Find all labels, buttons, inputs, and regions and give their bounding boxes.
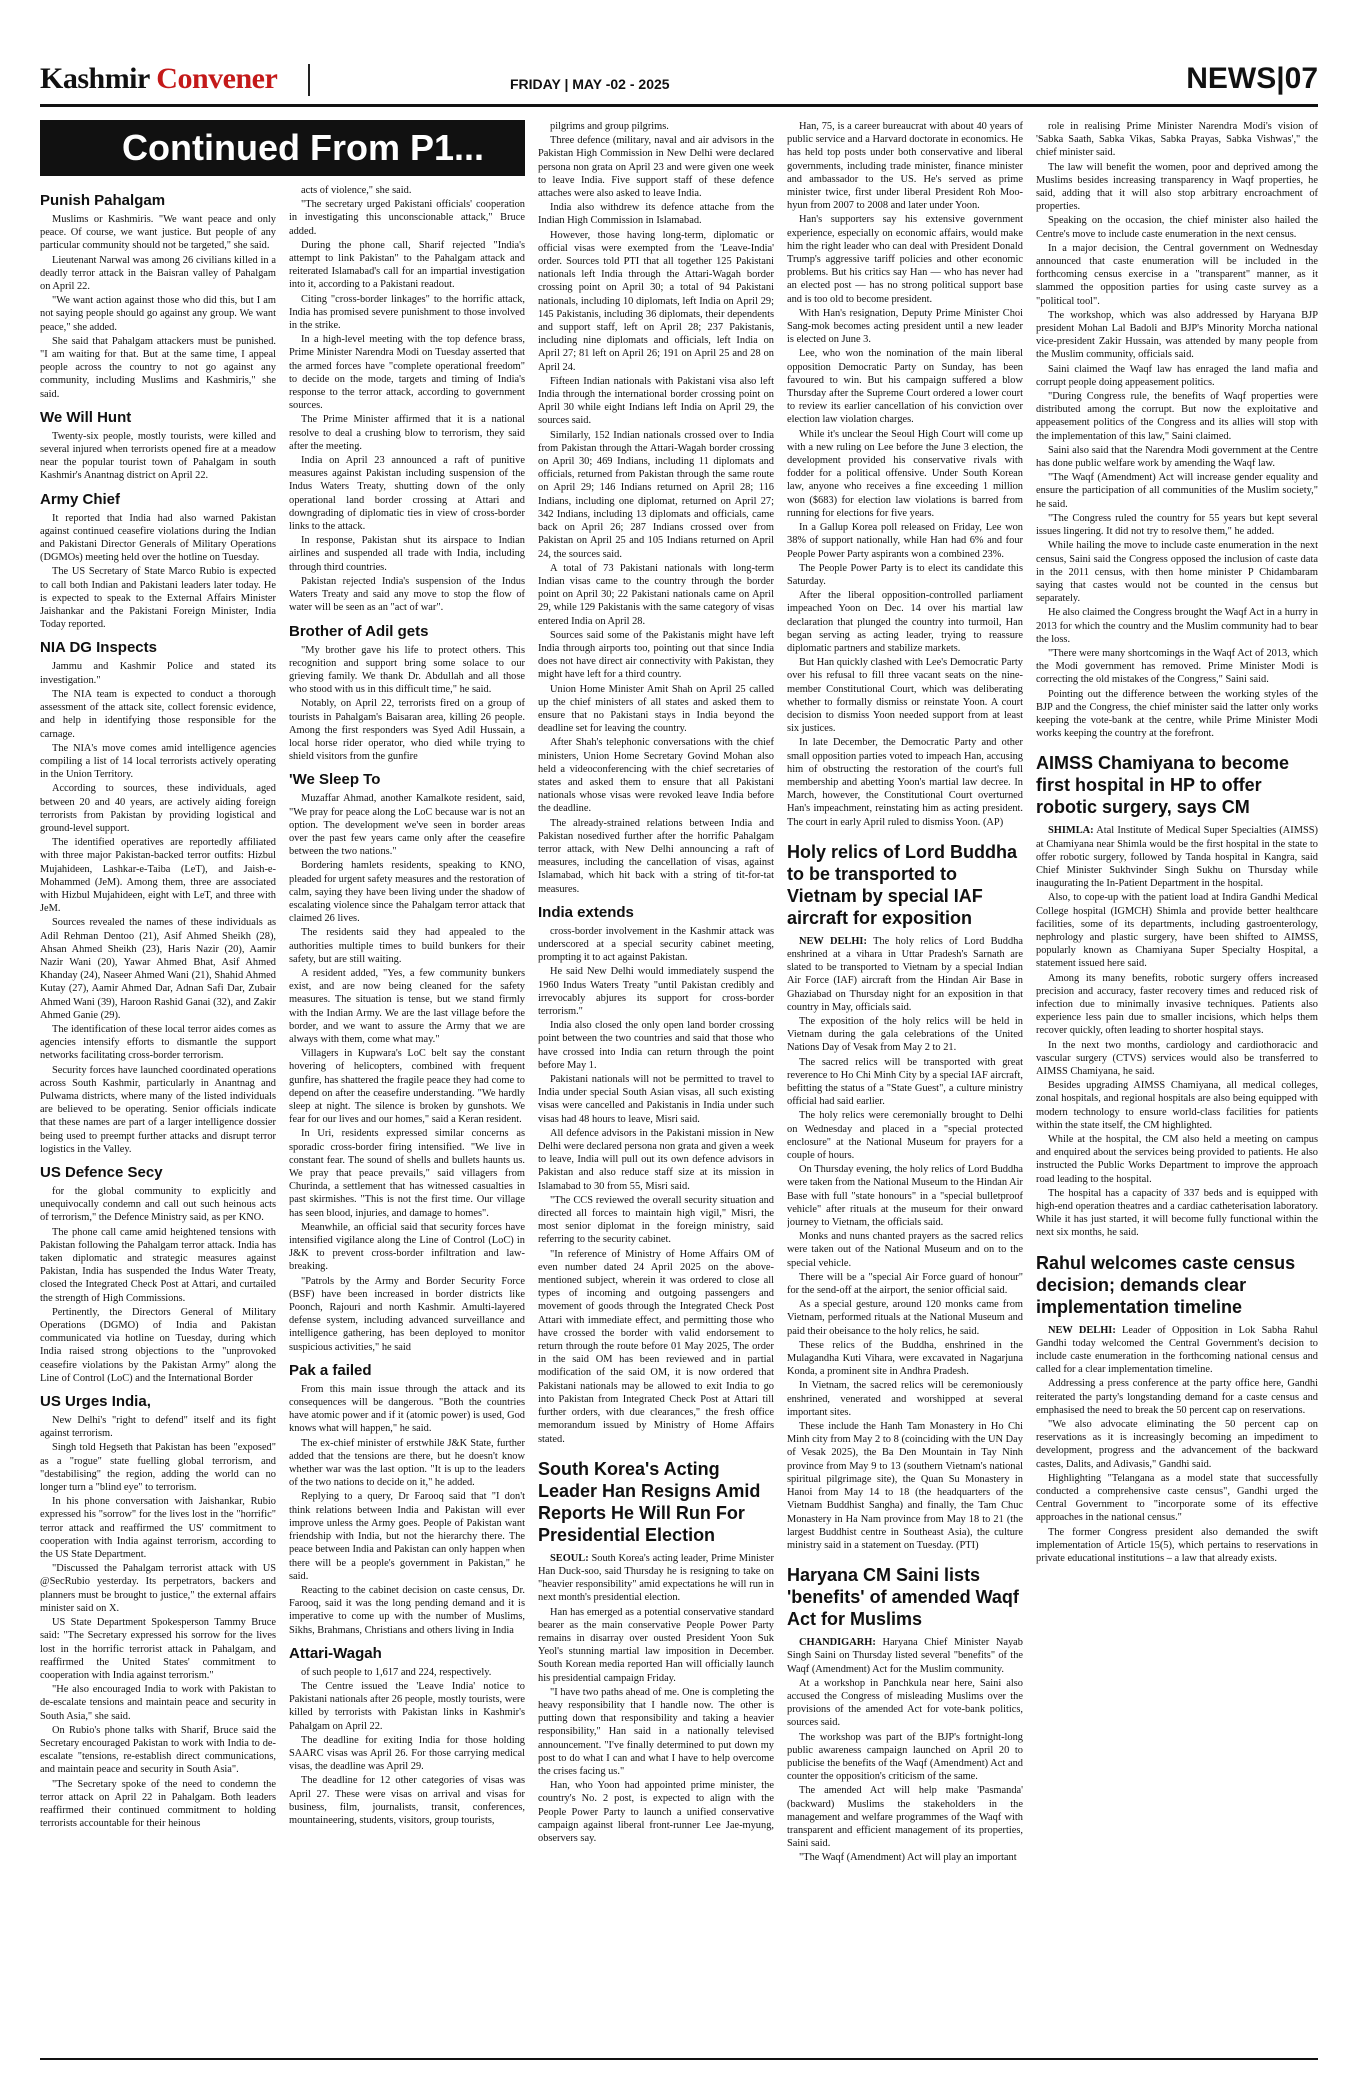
paragraph: Twenty-six people, mostly tourists, were killed and several injured when terrorists opened fire at a meadow near the popular tourist town of Pahalgam in south Kashmir's Anantnag district on April 22.: [40, 430, 276, 482]
paragraph: Sources said some of the Pakistanis might have left India through airports too, pointing out that since India does not have direct air connectivity with Pakistan, they might have left for a third country.: [538, 629, 774, 681]
paragraph: "Discussed the Pahalgam terrorist attack with US @SecRubio yesterday. Its perpetrators, backers and planners must be brought to justice," the external affairs minister said on X.: [40, 1563, 276, 1614]
paragraph: cross-border involvement in the Kashmir attack was underscored at a special security cabinet meeting, prompting it to act against Pakistan.: [538, 925, 774, 964]
paragraph: Pakistan rejected India's suspension of the Indus Waters Treaty and said any move to stop the flow of water will be seen as an "act of war".: [289, 575, 525, 614]
paragraph: Similarly, 152 Indian nationals crossed over to India from Pakistan through the Attari-Wagah border crossing on April 30; 469 Indians, including 11 diplomats and officials, returned from Pakistan through the same route on April 29; 146 Indians returned on April 28; 116 Indians, including one diplomat, returned on April 27; 342 Indians, including 13 diplomats and officials, came back on April 26; 287 Indians crossed over from Pakistan on April 25 and 105 Indians returned on April 24, the sources said.: [538, 429, 774, 560]
paragraph: Union Home Minister Amit Shah on April 25 called up the chief ministers of all states and asked them to ensure that no Pakistani stays in India beyond the deadline set for leaving the country.: [538, 683, 774, 735]
paragraph: Speaking on the occasion, the chief minister also hailed the Centre's move to include caste enumeration in the next census.: [1036, 215, 1318, 240]
subhead-us-defence-secy: US Defence Secy: [40, 1164, 163, 1181]
paragraph: US State Department Spokesperson Tammy Bruce said: "The Secretary expressed his sorrow for the lives lost in the horrific terrorist attack in Pahalgam, and reaffirmed the United States' commitment to cooperation with India against terrorism.": [40, 1617, 276, 1681]
paragraph: Security forces have launched coordinated operations across South Kashmir, particularly in Anantnag and Pulwama districts, where many of the listed individuals are believed to be operating. Senior officials indicate that these names are part of a larger intelligence dossier being used to preempt further attacks and disrupt terror logistics in the Valley.: [40, 1064, 276, 1155]
paragraph: While hailing the move to include caste enumeration in the next census, Saini said the Congress opposed the inclusion of caste data in the 2011 census, with then home minister P Chidambaram saying that castes would not be counted in the census but separately.: [1036, 540, 1318, 605]
headline-buddha-relics: Holy relics of Lord Buddha to be transported to Vietnam by special IAF aircraft for exposition: [787, 841, 1018, 928]
paragraph: [538, 1552, 774, 1605]
paragraph: "The secretary urged Pakistani officials' cooperation in investigating this unconscionable attack," Bruce added.: [289, 199, 525, 237]
paragraph: During the phone call, Sharif rejected "India's attempt to link Pakistan" to the Pahalgam attack and reiterated Islamabad's call for an impartial investigation into it, according to a Pakistani readout.: [289, 239, 525, 291]
subhead-brother-of-adil: Brother of Adil gets: [289, 622, 429, 640]
paragraph: A resident added, "Yes, a few community bunkers exist, and are now being cleaned for the safety measures. The situation is tense, but we stand firmly with the Indian Army. We are the last village before the border, and we want to assure the Army that we are always with them, come what may.": [289, 967, 525, 1045]
paragraph: The deadline for 12 other categories of visas was April 27. These were visas on arrival and visas for business, film, journalists, transit, conferences, mountaineering, students, visitors, group tourists,: [289, 1775, 525, 1826]
logo-convener: Convener: [156, 62, 278, 95]
paragraph: The ex-chief minister of erstwhile J&K State, further added that the tensions are there, but he doesn't know whether war was the last option. "It is up to the leaders of the two nations to decide on it," he added.: [289, 1437, 525, 1489]
headline-south-korea: South Korea's Acting Leader Han Resigns Amid Reports He Will Run For Presidential Election: [538, 1458, 761, 1545]
paragraph: Lieutenant Narwal was among 26 civilians killed in a deadly terror attack in the Baisran valley of Pahalgam on April 22.: [40, 254, 276, 293]
paragraph: "The Waqf (Amendment) Act will increase gender equality and ensure the participation of all communities of the Muslim society," he said.: [1036, 472, 1318, 510]
paragraph: In the next two months, cardiology and cardiothoracic and vascular surgery (CTVS) services would also be transferred to AIMSS Chamiyana, he said.: [1036, 1039, 1318, 1077]
paragraph: "During Congress rule, the benefits of Waqf properties were distributed among the corrupt. But now the exploitative and appeasement politics of the Congress and its allies will stop with the implementation of this law," Saini claimed.: [1036, 391, 1318, 442]
paragraph: Besides upgrading AIMSS Chamiyana, all medical colleges, zonal hospitals, and regional hospitals are also being equipped with modern technology to ensure world-class facilities for patients within the state itself, the CM highlighted.: [1036, 1080, 1318, 1131]
issue-date: FRIDAY | MAY -02 - 2025: [510, 76, 670, 92]
column-1: [40, 184, 276, 2050]
paragraph: for the global community to explicitly and unequivocally condemn and call out such heinous acts of terrorism," the Defence Ministry said, as per KNO.: [40, 1186, 276, 1224]
paragraph: After Shah's telephonic conversations with the chief ministers, Union Home Secretary Govind Mohan also held a videoconferencing with the chief secretaries of states and asked them to ensure that all Pakistani nationals whose visas were revoked leave India before the deadline.: [538, 737, 774, 815]
paragraph: "In reference of Ministry of Home Affairs OM of even number dated 24 April 2025 on the above-mentioned subject, wherein it was ordered to close all types of incoming and outgoing passengers and movement of goods through the Integrated Check Post Attari with immediate effect, and permitting those who have crossed the border with valid endorsement to return through the route before 01 May 2025, The order in the said OM has been reviewed and in partial modification of the said OM, it is now ordered that Pakistani nationals may be allowed to exit India to go into Pakistan from Integrated Check Post at Attari till further orders, with due clearances," the fresh office memorandum issued by Ministry of Home Affairs stated.: [538, 1248, 774, 1445]
dateline: SEOUL:: [550, 1552, 589, 1564]
headline-rahul-caste-census: Rahul welcomes caste census decision; demands clear implementation timeline: [1036, 1252, 1296, 1317]
subhead-india-extends: India extends: [538, 903, 634, 921]
subhead-punish-pahalgam: Punish Pahalgam: [40, 192, 166, 209]
paragraph: "Patrols by the Army and Border Security Force (BSF) have been increased in border districts like Poonch, Rajouri and north Kashmir. Amulti-layered defense system, including advanced surveillance and intelligence gathering, has been deployed to monitor suspicious activities," he said: [289, 1275, 525, 1353]
dateline: CHANDIGARH:: [799, 1637, 876, 1649]
paragraph: New Delhi's "right to defend" itself and its fight against terrorism.: [40, 1415, 276, 1440]
paragraph: pilgrims and group pilgrims.: [550, 121, 669, 132]
dateline: NEW DELHI:: [1048, 1324, 1116, 1336]
paragraph: He said New Delhi would immediately suspend the 1960 Indus Waters Treaty "until Pakistan credibly and irrevocably abjures its support for cross-border terrorism.": [538, 966, 774, 1017]
paragraph-text: Atal Institute of Medical Super Specialties (AIMSS) at Chamiyana near Shimla would be the first hospital in the state to offer robotic surgery, followed by Tanda hospital in Kangra, said Chief Minister Sukhvinder Singh Sukhu on Thursday while inaugurating the In-Patient Department in the hospital.: [1036, 825, 1318, 890]
paragraph: In Vietnam, the sacred relics will be ceremoniously enshrined, venerated and worshipped at several important sites.: [787, 1380, 1023, 1418]
paragraph: Citing "cross-border linkages" to the horrific attack, India has promised severe punishment to those involved in the strike.: [289, 293, 525, 332]
paragraph: Replying to a query, Dr Farooq said that "I don't think relations between India and Pakistan will ever improve unless the Army goes. People of Pakistan want friendship with India, but not the hierarchy there. The peace between India and Pakistan can only happen when there will be a people's government in Pakistan," he said.: [289, 1491, 525, 1582]
paragraph: Han, who Yoon had appointed prime minister, the country's No. 2 post, is expected to align with the People Power Party to launch a unified conservative campaign against liberal front-runner Lee Jae-myung, observers say.: [538, 1780, 774, 1844]
subhead-pak-a-failed: Pak a failed: [289, 1361, 372, 1379]
paragraph: Fifteen Indian nationals with Pakistani visa also left India through the international border crossing point on April 30 while eight Indians left India on April 29, the sources said.: [538, 375, 774, 427]
masthead-bar: [40, 62, 1318, 108]
paragraph: "We also advocate eliminating the 50 percent cap on reservations as it is increasingly becoming an impediment to development, progress and the advancement of the backward castes, Dalits, and Adivasis," Gandhi said.: [1036, 1419, 1318, 1470]
headline-aimss-robotic: AIMSS Chamiyana to become first hospital in HP to offer robotic surgery, says CM: [1036, 753, 1290, 818]
paragraph: On Thursday evening, the holy relics of Lord Buddha were taken from the National Museum to the Hindan Air Base with full "state honours" in a "special bulletproof vehicle" after rituals at the museum for their onward journey to Vietnam, the officials said.: [787, 1164, 1023, 1229]
paragraph: "The Secretary spoke of the need to condemn the terror attack on April 22 in Pahalgam. Both leaders reaffirmed their continued commitment to holding terrorists accountable for their heinous: [40, 1778, 276, 1830]
paragraph: Saini claimed the Waqf law has enraged the land mafia and corrupt people doing appeasement politics.: [1036, 363, 1318, 388]
paragraph: The US Secretary of State Marco Rubio is expected to call both Indian and Pakistani leaders later today. He is expected to speak to the External Affairs Minister Jaishankar and the Pakistani Foreign Minister, India Today reported.: [40, 566, 276, 631]
paragraph: [1036, 824, 1318, 890]
paragraph: Among its many benefits, robotic surgery offers increased precision and accuracy, faster recovery times and reduced risk of infection due to minimally invasive techniques. Patients also experience less pain due to smaller incisions, which helps them recover quickly, often leading to shorter hospital stays.: [1036, 972, 1318, 1037]
logo-kashmir: Kashmir: [40, 62, 150, 95]
paragraph: "The CCS reviewed the overall security situation and directed all forces to maintain high vigil," Misri, the most senior diplomat in the foreign ministry, said referring to the security cabinet.: [538, 1194, 774, 1246]
subhead-army-chief: Army Chief: [40, 490, 121, 508]
paragraph-text: South Korea's acting leader, Prime Minister Han Duck-soo, said Thursday he is resigning to take on "heavier responsibility" amid expectations he will run in next month's presidential election.: [538, 1552, 774, 1604]
paragraph: He also claimed the Congress brought the Waqf Act in a hurry in 2013 for which the country and the Muslim community had to bear the loss.: [1036, 607, 1318, 645]
paragraph: The workshop was part of the BJP's fortnight-long public awareness campaign launched on April 20 to publicise the benefits of the Waqf (Amendment) Act and counter the opposition's criticism of the same.: [787, 1731, 1023, 1783]
paragraph: From this main issue through the attack and its consequences will be dangerous. "Both the countries have atomic power and if it (atomic power) is used, God knows what will happen," he said.: [289, 1383, 525, 1435]
paragraph: "The Waqf (Amendment) Act will play an important: [799, 1852, 1017, 1864]
paragraph: However, those having long-term, diplomatic or official visas were exempted from the 'Leave-India' order. Sources told PTI that all together 125 Pakistani nationals left India through the Attari-Wagah border crossing point on April 30; a total of 94 Pakistani nationals, including 10 diplomats, left India on April 29; 145 Pakistanis, including 36 diplomats, their dependents and support staff, left on April 28; 237 Pakistanis, including nine diplomats and officials, left India on April 27; 81 left on April 26; 191 on April 25 and 28 on April 24.: [538, 229, 774, 373]
subhead-us-urges-india: US Urges India,: [40, 1393, 151, 1411]
subhead-nia-dg: NIA DG Inspects: [40, 639, 157, 657]
paragraph: Singh told Hegseth that Pakistan has been "exposed" as a "rogue" state fuelling global terrorism, and "destabilising" the region, adding the world can no longer turn a "blind eye" to terrorism.: [40, 1442, 276, 1494]
paragraph: These relics of the Buddha, enshrined in the Mulagandha Kuti Vihara, were excavated in Nagarjuna Konda, a prominent site in Andhra Pradesh.: [787, 1339, 1023, 1378]
paragraph: As a special gesture, around 120 monks came from Vietnam, performed rituals at the National Museum and paid their obeisance to the holy relics, he said.: [787, 1299, 1023, 1337]
paragraph: The law will benefit the women, poor and deprived among the Muslims besides increasing transparency in Waqf properties, he said, adding that it will also stop arbitrary encroachment of properties.: [1036, 161, 1318, 213]
paragraph: Saini also said that the Narendra Modi government at the Centre has done public welfare work by amending the Waqf law.: [1036, 444, 1318, 470]
paragraph: In his phone conversation with Jaishankar, Rubio expressed his "sorrow" for the lives lost in the "horrific" terror attack and reaffirmed the US' commitment to cooperation with India against terrorism, according to the US State Department.: [40, 1496, 276, 1561]
paragraph: [787, 935, 1023, 1014]
paragraph: While it's unclear the Seoul High Court will come up with a new ruling on Lee before the June 3 election, the development provided his conservative rivals with fodder for a political offensive. Under South Korean law, anyone who receives a fine exceeding 1 million won ($683) for election law violations is barred from running for elections for five years.: [787, 428, 1023, 519]
paragraph: The sacred relics will be transported with great reverence to Ho Chi Minh City by a special IAF aircraft, befitting the status of a "State Guest", a culture ministry official had said earlier.: [787, 1056, 1023, 1108]
paragraph: It reported that India had also warned Pakistan against continued ceasefire violations during the Indian and Pakistani Director Generals of Military Operations (DGMOs) meeting held over the hotline on Tuesday.: [40, 512, 276, 564]
paragraph: Meanwhile, an official said that security forces have intensified vigilance along the Line of Control (LoC) in J&K to prevent cross-border infiltration and law-breaking.: [289, 1221, 525, 1273]
paragraph: In response, Pakistan shut its airspace to Indian airlines and suspended all trade with India, including through third countries.: [289, 535, 525, 573]
paragraph: India on April 23 announced a raft of punitive measures against Pakistan including suspension of the Indus Waters Treaty, shutting down of the only operational land border crossing at Attari and downgrading of diplomatic ties in view of cross-border links to the attack.: [289, 455, 525, 533]
dateline: NEW DELHI:: [799, 935, 867, 947]
paragraph: Muslims or Kashmiris. "We want peace and only peace. Of course, we want justice. But people of any particular community should not be targeted," she said.: [40, 214, 276, 252]
subhead-attari-wagah: Attari-Wagah: [289, 1644, 382, 1662]
paragraph: "There were many shortcomings in the Waqf Act of 2013, which the Modi government has removed. Prime Minister Modi is correcting the old mistakes of the Congress," Saini said.: [1036, 647, 1318, 686]
paragraph: In a Gallup Korea poll released on Friday, Lee won 38% of support nationally, while Han had 6% and four People Power Party aspirants won a combined 23%.: [787, 522, 1023, 560]
subhead-we-sleep-to: 'We Sleep To: [289, 771, 381, 789]
paragraph: Pointing out the difference between the working styles of the BJP and the Congress, the chief minister said the latter only works keeping the vote-bank at the centre, while Prime Minister Modi works keeping the country at the forefront.: [1036, 688, 1318, 740]
paragraph: "The Congress ruled the country for 55 years but kept several issues lingering. It did not try to resolve them," he added.: [1036, 512, 1318, 538]
paragraph: [787, 1636, 1023, 1676]
paragraph: In Uri, residents expressed similar concerns as sporadic cross-border firing intensified. "We live in constant fear. The sound of shells and bullets haunts us. We pray that peace prevails," said villagers from Churinda, a settlement that has witnessed casualties in past skirmishes. "This is not the first time. Our village has seen blood, injuries, and damage to homes".: [289, 1128, 525, 1219]
section-page-label: NEWS|07: [1186, 62, 1318, 95]
paragraph: The residents said they had appealed to the authorities multiple times to build bunkers for their safety, but are still waiting.: [289, 927, 525, 965]
paragraph: Sources revealed the names of these individuals as Adil Rehman Dentoo (21), Asif Ahmed Sheikh (28), Ahsan Ahmed Sheikh (23), Haris Nazir (20), Aamir Nazir Wani (20), Yawar Ahmed Bhat, Asif Ahmed Khanday (24), Naseer Ahmed Wani (21), Shahid Ahmed Kutay (27), Aamir Ahmed Dar, Adnan Safi Dar, Zubair Ahmed Wani (39), Haroon Rashid Ganai (32), and Zakir Ahmed Ganie (29).: [40, 917, 276, 1021]
paragraph: The hospital has a capacity of 337 beds and is equipped with high-end operation theatres and a cardiac catheterisation laboratory. While it has just started, it will become fully functional within the next six months, he said.: [1036, 1187, 1318, 1239]
column-3: [538, 120, 774, 2050]
paragraph: Reacting to the cabinet decision on caste census, Dr. Farooq, said it was the long pending demand and it is imperative to come up with the number of Muslims, Sikhs, Brahmans, Christians and others living in India: [289, 1584, 525, 1636]
paragraph: Monks and nuns chanted prayers as the sacred relics were taken out of the National Museum and on to the special vehicle.: [787, 1231, 1023, 1269]
paragraph: With Han's resignation, Deputy Prime Minister Choi Sang-mok becomes acting president until a new leader is elected on June 3.: [787, 307, 1023, 346]
paragraph: Han's supporters say his extensive government experience, especially on economic affairs, would make him the right leader who can deal with President Donald Trump's aggressive tariff policies and other economic problems. But his critics say Han — who has never had an elected post — has no strong political support base and is too old to become president.: [787, 214, 1023, 305]
paragraph: The People Power Party is to elect its candidate this Saturday.: [787, 562, 1023, 587]
paragraph: The holy relics were ceremonially brought to Delhi on Wednesday and placed in a "special protected enclosure" at the National Museum for prayers for a couple of hours.: [787, 1110, 1023, 1162]
paragraph: These include the Hanh Tam Monastery in Ho Chi Minh city from May 2 to 8 (coinciding with the UN Day of Vesak 2025), the Ba Den Mountain in Tay Ninh province from May 9 to 13 (southern Vietnam's national spiritual pilgrimage site), the Quan Su Monastery in Hanoi from May 14 to 18 (the headquarters of the Vietnam Buddhist Sangha) and finally, the Tam Chuc Monastery in Ha Nam province from May 18 to 21 (the largest Buddhist centre in Southeast Asia), the culture ministry said in a statement on Tuesday. (PTI): [787, 1421, 1023, 1551]
paragraph: Lee, who won the nomination of the main liberal opposition Democratic Party on Sunday, has been favoured to win. But his campaign suffered a blow Thursday after the Supreme Court ordered a lower court to review its earlier cancellation of his conviction over election law violation charges.: [787, 348, 1023, 426]
paragraph: India also closed the only open land border crossing point between the two countries and said that those who have crossed into India can return through the point before May 1.: [538, 1020, 774, 1071]
paragraph-text: The holy relics of Lord Buddha enshrined at a vihara in Uttar Pradesh's Sarnath are slated to be transported to Vietnam by a special Indian Air Force (IAF) aircraft from the Hindan Air Base in Ghaziabad on Thursday night for an exposition in that country in May, officials said.: [787, 935, 1023, 1013]
paragraph: The workshop, which was also addressed by Haryana BJP president Mohan Lal Badoli and BJP's Minority Morcha national vice-president Zakir Hussain, was attended by many people from the Muslim community, officials said.: [1036, 309, 1318, 361]
paragraph: Addressing a press conference at the party office here, Gandhi reiterated the party's longstanding demand for a caste census and emphasised the need to break the 50 percent cap on reservations.: [1036, 1378, 1318, 1416]
paragraph: Also, to cope-up with the patient load at Indira Gandhi Medical College hospital (IGMCH) Shimla and provide better healthcare facilities, some of its departments, including gastroenterology, nephrology and plastic surgery, have been shifted to AIMSS, popularly known as Chamiyana Super Specialty Hospital, a statement issued here said.: [1036, 892, 1318, 970]
paragraph: In a high-level meeting with the top defence brass, Prime Minister Narendra Modi on Tuesday asserted that the armed forces have "complete operational freedom" to decide on the mode, targets and timing of India's response to the terror attack, according to government sources.: [289, 334, 525, 412]
paragraph: The identification of these local terror aides comes as agencies intensify efforts to dismantle the support networks facilitating cross-border terrorism.: [40, 1023, 276, 1062]
bottom-rule: [40, 2058, 1318, 2060]
column-2: [289, 184, 525, 2050]
paragraph: There will be a "special Air Force guard of honour" for the send-off at the airport, the senior official said.: [787, 1271, 1023, 1297]
subhead-we-will-hunt: We Will Hunt: [40, 408, 132, 426]
paragraph: After the liberal opposition-controlled parliament impeached Yoon on Dec. 14 over his martial law declaration that plunged the country into turmoil, Han began serving as acting leader, trying to reassure diplomatic partners and stabilize markets.: [787, 590, 1023, 654]
paragraph: On Rubio's phone talks with Sharif, Bruce said the Secretary encouraged Pakistan to work with India to de-escalate "tensions, re-establish direct communications, and maintain peace and security in South Asia".: [40, 1724, 276, 1776]
paragraph: The NIA's move comes amid intelligence agencies compiling a list of 14 local terrorists actively operating in the Union Territory.: [40, 742, 276, 781]
paragraph: [1036, 1324, 1318, 1377]
paragraph: acts of violence," she said.: [301, 185, 412, 196]
paragraph: Notably, on April 22, terrorists fired on a group of tourists in Pahalgam's Baisaran area, killing 26 people. Among the first responders was Syed Adil Hussain, a local horse rider operator, who died while trying to shield visitors from the gunfire: [289, 698, 525, 763]
paragraph: But Han quickly clashed with Lee's Democratic Party over his refusal to fill three vacant seats on the nine-member Constitutional Court, which was deliberating whether to formally dismiss or reinstate Yoon. A court decision to dismiss Yoon needed support from at least six justices.: [787, 657, 1023, 735]
column-4: [787, 120, 1023, 2050]
paragraph: The NIA team is expected to conduct a thorough assessment of the attack site, collect forensic evidence, and help in identifying those responsible for the carnage.: [40, 688, 276, 740]
paragraph: "He also encouraged India to work with Pakistan to de-escalate tensions and maintain peace and security in South Asia," she said.: [40, 1684, 276, 1722]
paragraph: Jammu and Kashmir Police and stated its investigation.": [40, 661, 276, 686]
continued-banner: Continued From P1...: [40, 120, 525, 176]
paragraph: She said that Pahalgam attackers must be punished. "I am waiting for that. But at the same time, I appeal people across the country to not go against any community, including Muslims and Kashmiris," she said.: [40, 335, 276, 400]
paragraph: In a major decision, the Central government on Wednesday announced that caste enumeration will be included in the forthcoming census exercise in a "transparent" manner, as it slammed the opposition parties for using caste survey as a "political tool".: [1036, 242, 1318, 307]
paragraph: According to sources, these individuals, aged between 20 and 40 years, are actively aiding foreign terrorists from Pakistan by providing logistical and ground-level support.: [40, 783, 276, 834]
top-rule: [40, 104, 1318, 107]
paragraph-text: Leader of Opposition in Lok Sabha Rahul Gandhi today welcomed the Central Government's decision to include caste enumeration in the forthcoming national census and called for a clear implementation timeline.: [1036, 1324, 1318, 1376]
newspaper-logo: [40, 62, 277, 96]
paragraph: While at the hospital, the CM also held a meeting on campus and enquired about the services being provided to patients. He also instructed the Public Works Department to improve the approach road leading to the hospital.: [1036, 1134, 1318, 1185]
paragraph: The phone call came amid heightened tensions with Pakistan following the Pahalgam terror attack. India has taken diplomatic and strategic measures against Pakistan, India has suspended the Indus Water Treaty, closed the Integrated Check Post at Attari, and curtailed the strength of High Commissions.: [40, 1226, 276, 1304]
paragraph: role in realising Prime Minister Narendra Modi's vision of 'Sabka Saath, Sabka Vikas, Sabka Prayas, Sabka Vishwas'," the chief minister said.: [1036, 121, 1318, 159]
paragraph: A total of 73 Pakistani nationals with long-term Indian visas came to the country through the border point on April 30; 22 Pakistani nationals came on April 29, while 129 Pakistanis with the same category of visas entered India on April 28.: [538, 562, 774, 627]
paragraph: Han has emerged as a potential conservative standard bearer as the main conservative People Power Party remains in disarray over ousted President Yoon Suk Yeol's stunning martial law imposition in December. South Korean media reported Han will officially launch his presidential campaign Friday.: [538, 1606, 774, 1684]
dateline: SHIMLA:: [1048, 825, 1094, 837]
paragraph: At a workshop in Panchkula near here, Saini also accused the Congress of misleading Muslims over the provisions of the amended Act for vote-bank politics, sources said.: [787, 1677, 1023, 1729]
paragraph: of such people to 1,617 and 224, respectively.: [301, 1666, 492, 1678]
paragraph-text: Haryana Chief Minister Nayab Singh Saini on Thursday listed several "benefits" of the Waqf (Amendment) Act for the Muslim community.: [787, 1637, 1023, 1675]
headline-haryana-waqf: Haryana CM Saini lists 'benefits' of amended Waqf Act for Muslims: [787, 1565, 1019, 1630]
paragraph: Highlighting "Telangana as a model state that successfully conducted a comprehensive caste census", Gandhi urged the Central Government to "incorporate some of its effective approaches in the national census.": [1036, 1472, 1318, 1524]
paragraph: Muzaffar Ahmad, another Kamalkote resident, said, "We pray for peace along the LoC because war is not an option. The development we've seen in border areas over the past few years came only after the ceasefire between the two nations.": [289, 793, 525, 858]
paragraph: Pakistani nationals will not be permitted to travel to India under special South Asian visas, all such existing visas were cancelled and Pakistanis in India under such visas had 48 hours to leave, Misri said.: [538, 1074, 774, 1125]
column-5: [1036, 120, 1318, 2050]
paragraph: Bordering hamlets residents, speaking to KNO, pleaded for urgent safety measures and the restoration of calm, saying they have been living under the shadow of escalating violence since the Pahalgam terror attack that claimed 26 lives.: [289, 860, 525, 925]
paragraph: The amended Act will help make 'Pasmanda' (backward) Muslims the stakeholders in the management and welfare programmes of the Waqf with transparent and efficient management of its properties, Saini said.: [787, 1785, 1023, 1850]
paragraph: "My brother gave his life to protect others. This recognition and support bring some solace to our grieving family. We thank Dr. Abdullah and all those who stood with us in this difficult time," he said.: [289, 644, 525, 696]
paragraph: The identified operatives are reportedly affiliated with three major Pakistan-backed terror outfits: Hizbul Mujahideen, Lashkar-e-Taiba (LeT), and Jaish-e-Mohammed (JeM). Among them, three are associated with Hizbul Mujahideen, eight with LeT, and three with JeM.: [40, 837, 276, 915]
paragraph: The Centre issued the 'Leave India' notice to Pakistani nationals after 26 people, mostly tourists, were killed by terrorists with Pakistan links in Kashmir's Pahalgam on April 22.: [289, 1680, 525, 1732]
paragraph: Three defence (military, naval and air advisors in the Pakistan High Commission in New Delhi were declared persona non grata on April 23 and were given one week to leave India. Five support staff of these defence attaches were also asked to leave India.: [538, 135, 774, 200]
paragraph: In late December, the Democratic Party and other small opposition parties voted to impeach Han, accusing him of obstructing the restoration of the court's full membership and abetting Yoon's martial law decree. In March, however, the Constitutional Court overturned Han's impeachment, reinstating him as acting president. The court in early April ruled to dismiss Yoon. (AP): [787, 737, 1023, 828]
paragraph: Villagers in Kupwara's LoC belt say the constant hovering of helicopters, combined with frequent gunfire, has shattered the fragile peace they had come to depend on after the ceasefire understanding. "We hardly sleep at night. The silence is broken by gunshots. We fear for our lives and our homes," said a Keran resident.: [289, 1048, 525, 1126]
paragraph: All defence advisors in the Pakistani mission in New Delhi were declared persona non grata and given a week to leave, India will pull out its own defence advisors in Pakistan and also reduce staff size at its mission in Islamabad to 30 from 55, Misri said.: [538, 1127, 774, 1192]
masthead-divider: [308, 64, 310, 96]
paragraph: The former Congress president also demanded the swift implementation of Article 15(5), which pertains to reservations in private educational institutions – a law that already exists.: [1036, 1526, 1318, 1565]
paragraph: The deadline for exiting India for those holding SAARC visas was April 26. For those carrying medical visas, the deadline was April 29.: [289, 1734, 525, 1773]
paragraph: "I have two paths ahead of me. One is completing the heavy responsibility that I handle now. The other is putting down that responsibility and taking a heavier responsibility," Han said in a nationally televised announcement. "I've finally determined to put down my post to do what I can and what I have to help overcome the crises facing us.": [538, 1686, 774, 1777]
paragraph: The Prime Minister affirmed that it is a national resolve to deal a crushing blow to terrorism, they said after the meeting.: [289, 414, 525, 452]
paragraph: The exposition of the holy relics will be held in Vietnam during the gala celebrations of the United Nations Day of Vesak from May 2 to 21.: [787, 1015, 1023, 1054]
paragraph: India also withdrew its defence attache from the Indian High Commission in Islamabad.: [538, 202, 774, 227]
paragraph: "We want action against those who did this, but I am not saying people should go against any group. We want peace," she added.: [40, 295, 276, 333]
paragraph: The already-strained relations between India and Pakistan nosedived further after the horrific Pahalgam terror attack, with New Delhi announcing a raft of measures, including the cancellation of visas, against Islamabad, which hit back with a string of tit-for-tat measures.: [538, 817, 774, 895]
paragraph: Han, 75, is a career bureaucrat with about 40 years of public service and a Harvard doctorate in economics. He has held top posts under both conservative and liberal governments, including trade minister, finance minister and ambassador to the US. He's served as prime minister twice, first under liberal President Roh Moo-hyun from 2007 to 2008 and later under Yoon.: [787, 121, 1023, 212]
paragraph: Pertinently, the Directors General of Military Operations (DGMO) of India and Pakistan communicated via hotline on Tuesday, during which India raised strong objections to the "unprovoked ceasefire violations by the Pakistan Army" along the Line of Control (LoC) and the International Border: [40, 1306, 276, 1384]
